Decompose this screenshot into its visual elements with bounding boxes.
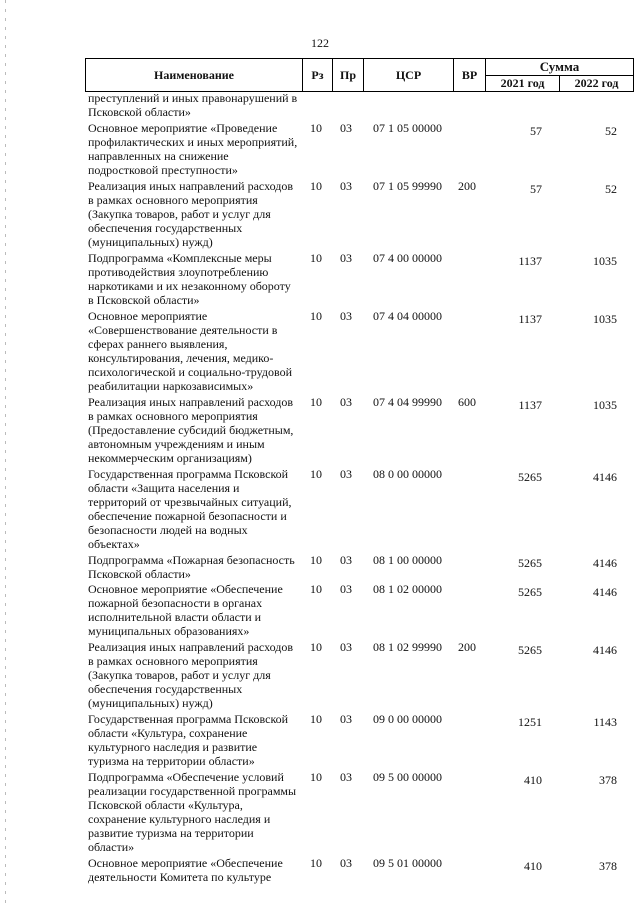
row-name-line: области» (88, 840, 135, 855)
row-name-line: психологической и социально-трудовой (88, 364, 293, 379)
row-csr: 08 1 00 00000 (373, 552, 442, 567)
row-name-line: туризма на территории области» (88, 754, 255, 769)
row-name-line: сферах раннего выявления, (88, 336, 228, 351)
row-name-line: области «Защита населения и (88, 480, 240, 495)
row-rz: 10 (310, 712, 322, 727)
row-csr: 09 5 01 00000 (373, 856, 442, 871)
row-name-line: развитие туризма на территории (88, 826, 254, 841)
table-row (88, 395, 618, 466)
row-name-line: Основное мероприятие «Обеспечение (88, 856, 283, 871)
row-name-line: Основное мероприятие «Обеспечение (88, 582, 283, 597)
row-name (88, 582, 300, 638)
row-name-line: (Закупка товаров, работ и услуг для (88, 668, 271, 683)
header-name: Наименование (86, 59, 303, 92)
row-name-line: Государственная программа Псковской (88, 466, 289, 481)
row-name-line: (Закупка товаров, работ и услуг для (88, 206, 271, 221)
table-row (88, 582, 618, 638)
row-sum-2022: 1143 (593, 715, 617, 730)
page-number: 122 (311, 36, 329, 50)
row-sum-2022: 1035 (593, 397, 617, 412)
row-name-line: в рамках основного мероприятия (88, 408, 258, 423)
row-name-line: Основное мероприятие (88, 308, 208, 323)
row-sum-2021: 1137 (518, 311, 542, 326)
row-name (88, 179, 300, 249)
row-csr: 07 4 04 00000 (373, 308, 442, 323)
header-vr: ВР (454, 59, 486, 92)
row-name-line: «Совершенствование деятельности в (88, 322, 278, 337)
row-name-line: сохранение культурного наследия и (88, 812, 271, 827)
row-pr: 03 (340, 712, 352, 727)
row-csr: 07 1 05 00000 (373, 120, 442, 135)
row-sum-2022: 52 (605, 181, 617, 196)
row-name-line: профилактических и иных мероприятий, (88, 134, 298, 149)
row-name (88, 553, 300, 581)
row-name (88, 712, 300, 768)
row-name-line: Псковской области «Культура, (88, 798, 243, 813)
row-name-line: (муниципальных) нужд) (88, 234, 213, 249)
row-sum-2021: 1137 (518, 253, 542, 268)
row-name-line: объектах» (88, 536, 140, 551)
row-name (88, 395, 300, 465)
row-sum-2021: 5265 (518, 585, 542, 600)
row-rz: 10 (310, 466, 322, 481)
row-sum-2021: 57 (530, 123, 542, 138)
row-name-line: области «Культура, сохранение (88, 726, 248, 741)
row-name-line: Реализация иных направлений расходов (88, 640, 294, 655)
row-name-line: обеспечение пожарной безопасности и (88, 508, 287, 523)
row-csr: 08 0 00 00000 (373, 466, 442, 481)
row-name-line: наркотиками и их незаконному обороту (88, 278, 291, 293)
row-pr: 03 (340, 582, 352, 597)
row-csr: 08 1 02 99990 (373, 640, 442, 655)
header-csr: ЦСР (364, 59, 454, 92)
row-name-line: Реализация иных направлений расходов (88, 394, 294, 409)
row-pr: 03 (340, 308, 352, 323)
row-name (88, 91, 300, 119)
row-name-line: противодействия злоупотреблению (88, 264, 269, 279)
row-sum-2021: 5265 (518, 643, 542, 658)
row-pr: 03 (340, 466, 352, 481)
row-rz: 10 (310, 640, 322, 655)
row-sum-2021: 5265 (518, 555, 542, 570)
row-rz: 10 (310, 394, 322, 409)
row-vr: 600 (458, 394, 476, 409)
row-name-line: (Предоставление субсидий бюджетным, (88, 422, 294, 437)
row-name-line: Псковской области» (88, 566, 191, 581)
row-rz: 10 (310, 856, 322, 871)
table-row (88, 121, 618, 177)
row-name-line: в рамках основного мероприятия (88, 192, 258, 207)
table-row (88, 179, 618, 250)
row-csr: 07 4 04 99990 (373, 394, 442, 409)
row-sum-2021: 57 (530, 181, 542, 196)
row-sum-2021: 5265 (518, 469, 542, 484)
row-sum-2022: 378 (599, 773, 617, 788)
row-pr: 03 (340, 640, 352, 655)
table-row (88, 467, 618, 552)
row-name-line: Подпрограмма «Обеспечение условий (88, 770, 284, 785)
table-row (88, 640, 618, 711)
row-name-line: Подпрограмма «Комплексные меры (88, 250, 272, 265)
row-name-line: безопасности людей на водных (88, 522, 248, 537)
row-name-line: территорий от чрезвычайных ситуаций, (88, 494, 292, 509)
row-csr: 08 1 02 00000 (373, 582, 442, 597)
row-pr: 03 (340, 394, 352, 409)
header-year-2022: 2022 год (560, 76, 634, 92)
row-csr: 07 4 00 00000 (373, 250, 442, 265)
row-name-line: направленных на снижение (88, 148, 229, 163)
row-sum-2022: 4146 (593, 555, 617, 570)
row-pr: 03 (340, 552, 352, 567)
row-name-line: Подпрограмма «Пожарная безопасность (88, 552, 295, 567)
row-name-line: обеспечения государственных (88, 682, 243, 697)
row-name (88, 467, 300, 551)
row-sum-2022: 378 (599, 859, 617, 874)
row-name-line: муниципальных образованиях» (88, 624, 250, 639)
row-sum-2021: 410 (524, 773, 542, 788)
row-name-line: реализации государственной программы (88, 784, 297, 799)
table-row (88, 770, 618, 855)
row-pr: 03 (340, 856, 352, 871)
row-name-line: пожарной безопасности в органах (88, 596, 263, 611)
row-name-line: Основное мероприятие «Проведение (88, 120, 278, 135)
row-pr: 03 (340, 770, 352, 785)
row-pr: 03 (340, 178, 352, 193)
row-name-line: Государственная программа Псковской (88, 712, 289, 727)
table-row (88, 856, 618, 884)
row-name-line: обеспечения государственных (88, 220, 243, 235)
table-row (88, 309, 618, 394)
header-year-2021: 2021 год (486, 76, 560, 92)
row-rz: 10 (310, 582, 322, 597)
row-rz: 10 (310, 120, 322, 135)
row-rz: 10 (310, 178, 322, 193)
row-name-line: исполнительной власти области и (88, 610, 262, 625)
row-name-line: реабилитации наркозависимых» (88, 378, 254, 393)
row-name-line: некоммерческим организациям) (88, 450, 252, 465)
header-pr: Пр (333, 59, 364, 92)
row-sum-2022: 4146 (593, 469, 617, 484)
row-name (88, 856, 300, 884)
row-name-line: в Псковской области» (88, 292, 200, 307)
row-csr: 09 0 00 00000 (373, 712, 442, 727)
row-name-line: подростковой преступности» (88, 162, 238, 177)
row-csr: 09 5 00 00000 (373, 770, 442, 785)
row-rz: 10 (310, 770, 322, 785)
row-name-line: Реализация иных направлений расходов (88, 178, 294, 193)
row-name-line: в рамках основного мероприятия (88, 654, 258, 669)
row-name-line: автономным учреждениям и иным (88, 436, 265, 451)
table-row (88, 553, 618, 581)
row-sum-2021: 410 (524, 859, 542, 874)
row-name (88, 309, 300, 393)
table-row (88, 712, 618, 768)
row-sum-2022: 1035 (593, 253, 617, 268)
row-csr: 07 1 05 99990 (373, 178, 442, 193)
row-rz: 10 (310, 308, 322, 323)
row-rz: 10 (310, 552, 322, 567)
row-vr: 200 (458, 640, 476, 655)
row-name-line: Псковской области» (88, 105, 191, 119)
row-sum-2021: 1137 (518, 397, 542, 412)
row-sum-2022: 1035 (593, 311, 617, 326)
row-name-line: культурного наследия и развитие (88, 740, 258, 755)
row-name-line: консультирования, лечения, медико- (88, 350, 274, 365)
row-name (88, 251, 300, 307)
row-name-line: (муниципальных) нужд) (88, 696, 213, 711)
row-pr: 03 (340, 250, 352, 265)
row-pr: 03 (340, 120, 352, 135)
row-name (88, 121, 300, 177)
row-sum-2022: 4146 (593, 643, 617, 658)
table-row (88, 251, 618, 307)
row-rz: 10 (310, 250, 322, 265)
header-sum: Сумма (486, 59, 634, 76)
row-sum-2022: 4146 (593, 585, 617, 600)
row-name-line: преступлений и иных правонарушений в (88, 91, 298, 105)
row-sum-2022: 52 (605, 123, 617, 138)
row-name-line: деятельности Комитета по культуре (88, 870, 272, 885)
header-rz: Рз (303, 59, 333, 92)
row-vr: 200 (458, 178, 476, 193)
table-row (88, 91, 618, 119)
row-sum-2021: 1251 (518, 715, 542, 730)
row-name (88, 770, 300, 854)
row-name (88, 640, 300, 710)
